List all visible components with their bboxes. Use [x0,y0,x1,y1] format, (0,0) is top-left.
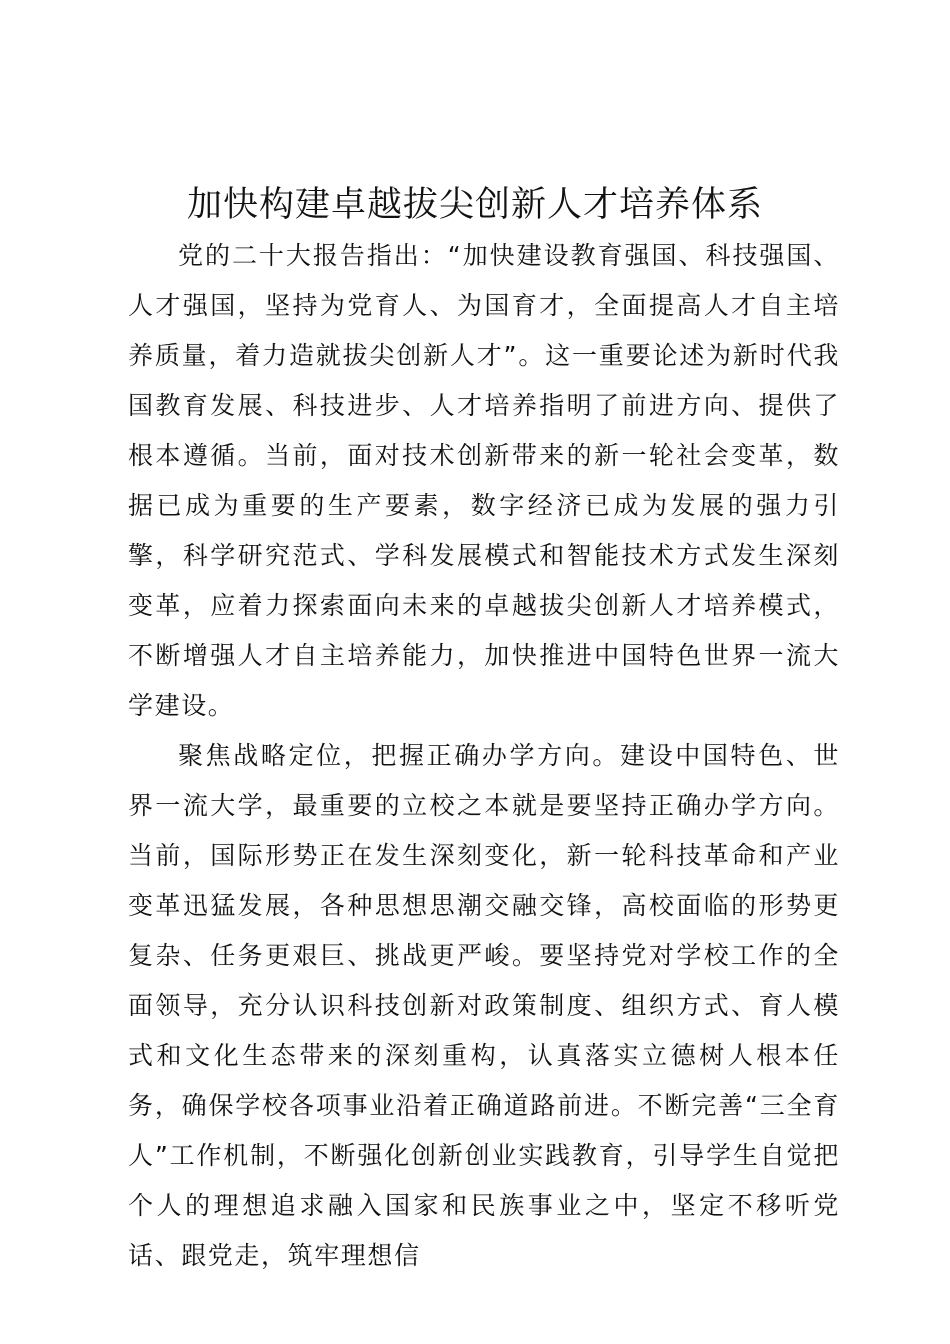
paragraph-intro: 党的二十大报告指出：“加快建设教育强国、科技强国、人才强国，坚持为党育人、为国育才，全面提高人才自主培养质量，着力造就拔尖创新人才”。这一重要论述为新时代我国教育发展、科技进步、人才培养指明了前进方向、提供了根本遵循。当前，面对技术创新带来的新一轮社会变革，数据已成为重要的生产要素，数字经济已成为发展的强力引擎，科学研究范式、学科发展模式和智能技术方式发生深刻变革，应着力探索面向未来的卓越拔尖创新人才培养模式，不断增强人才自主培养能力，加快推进中国特色世界一流大学建设。 [128,241,840,720]
document-title: 加快构建卓越拔尖创新人才培养体系 [186,185,763,225]
paragraph-strategic-positioning: 聚焦战略定位，把握正确办学方向。建设中国特色、世界一流大学，最重要的立校之本就是要坚持正确办学方向。当前，国际形势正在发生深刻变化，新一轮科技革命和产业变革迅猛发展，各种思想思潮交融交锋，高校面临的形势更复杂、任务更艰巨、挑战更严峻。要坚持党对学校工作的全面领导，充分认识科技创新对政策制度、组织方式、育人模式和文化生态带来的深刻重构，认真落实立德树人根本任务，确保学校各项事业沿着正确道路前进。不断完善“三全育人”工作机制，不断强化创新创业实践教育，引导学生自觉把个人的理想追求融入国家和民族事业之中，坚定不移听党话、跟党走，筑牢理想信 [128,741,840,1270]
document-body [128,231,840,1281]
